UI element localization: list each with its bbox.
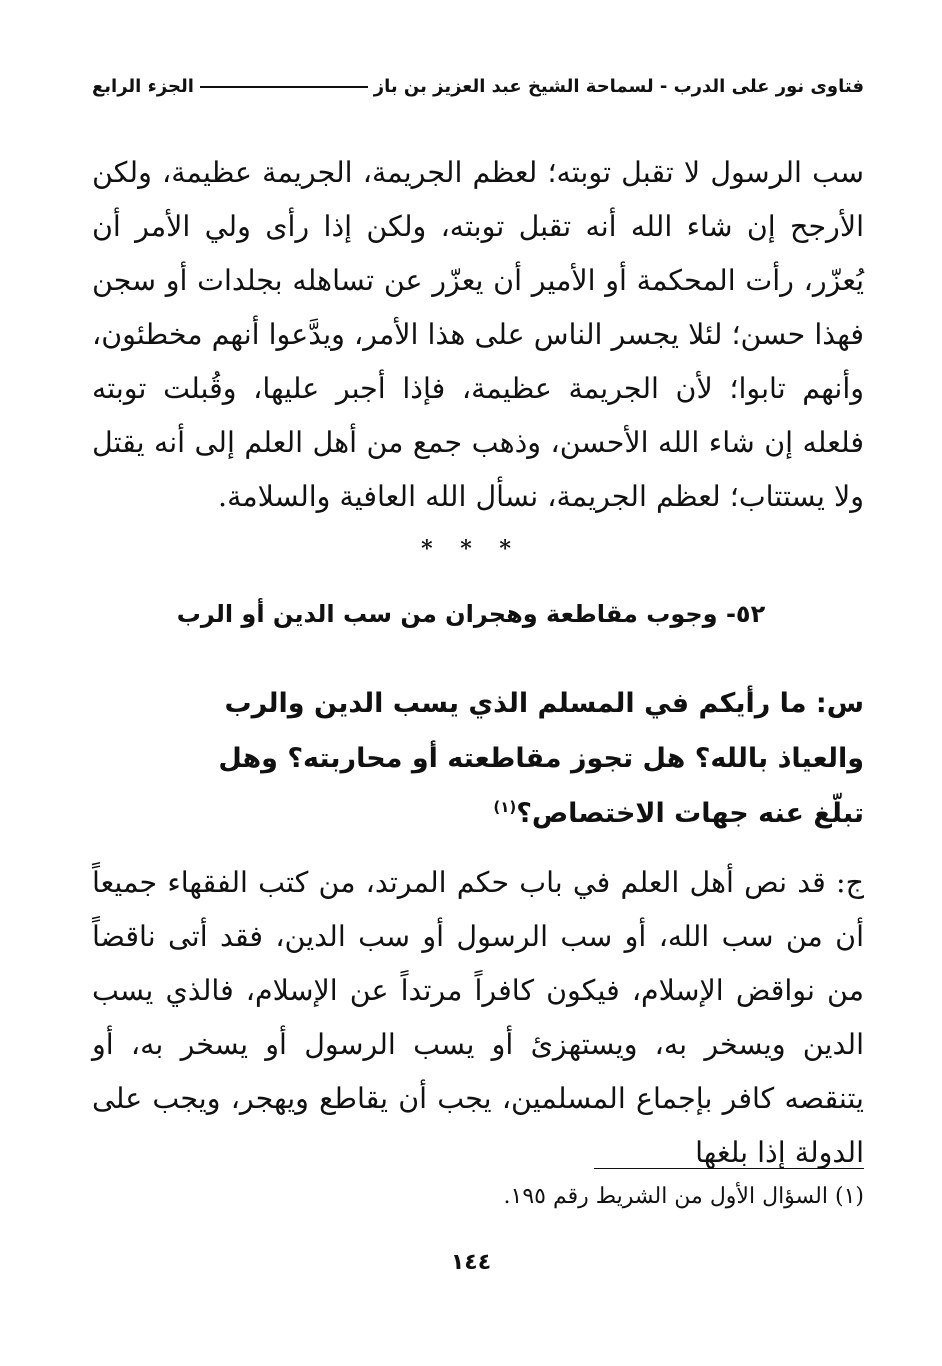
footnote: (١) السؤال الأول من الشريط رقم ١٩٥.: [503, 1184, 864, 1209]
book-title: فتاوى نور على الدرب - لسماحة الشيخ عبد العزيز بن باز: [373, 76, 864, 97]
question-block: [160, 676, 864, 841]
section-title: ٥٢- وجوب مقاطعة وهجران من سب الدين أو الرب: [176, 600, 766, 628]
header-rule: [200, 86, 368, 88]
running-header: [92, 76, 864, 97]
footnote-reference[interactable]: (١): [493, 798, 517, 816]
footnote-divider: [594, 1168, 864, 1169]
section-separator: * * *: [421, 536, 521, 562]
part-label: الجزء الرابع: [92, 76, 194, 97]
page-number: ١٤٤: [450, 1250, 492, 1275]
question-text: س: ما رأيكم في المسلم الذي يسب الدين والرب والعياذ بالله؟ هل تجوز مقاطعته أو محاربته؟ وهل تبلّغ عنه جهات الاختصاص؟: [218, 688, 864, 829]
continuation-paragraph: سب الرسول لا تقبل توبته؛ لعظم الجريمة، الجريمة عظيمة، ولكن الأرجح إن شاء الله أنه تقبل توبته، ولكن إذا رأى ولي الأمر أن يُعزّر، رأت المحكمة أو الأمير أن يعزّر عن تساهله بجلدات أو سجن فهذا حسن؛ لئلا يجسر الناس على هذا الأمر، ويدَّعوا أنهم مخطئون، وأنهم تابوا؛ لأن الجريمة عظيمة، فإذا أجبر عليها، وقُبلت توبته فلعله إن شاء الله الأحسن، وذهب جمع من أهل العلم إلى أنه يقتل ولا يستتاب؛ لعظم الجريمة، نسأل الله العافية والسلامة.: [92, 156, 864, 513]
answer-paragraph: ج: قد نص أهل العلم في باب حكم المرتد، من كتب الفقهاء جميعاً أن من سب الله، أو سب الرسول أو سب الدين، فقد أتى ناقضاً من نواقض الإسلام، فيكون كافراً مرتداً عن الإسلام، فالذي يسب الدين ويسخر به، ويستهزئ أو يسب الرسول أو يسخر به، أو يتنقصه كافر بإجماع المسلمين، يجب أن يقاطع ويهجر، ويجب على الدولة إذا بلغها: [92, 866, 865, 1169]
